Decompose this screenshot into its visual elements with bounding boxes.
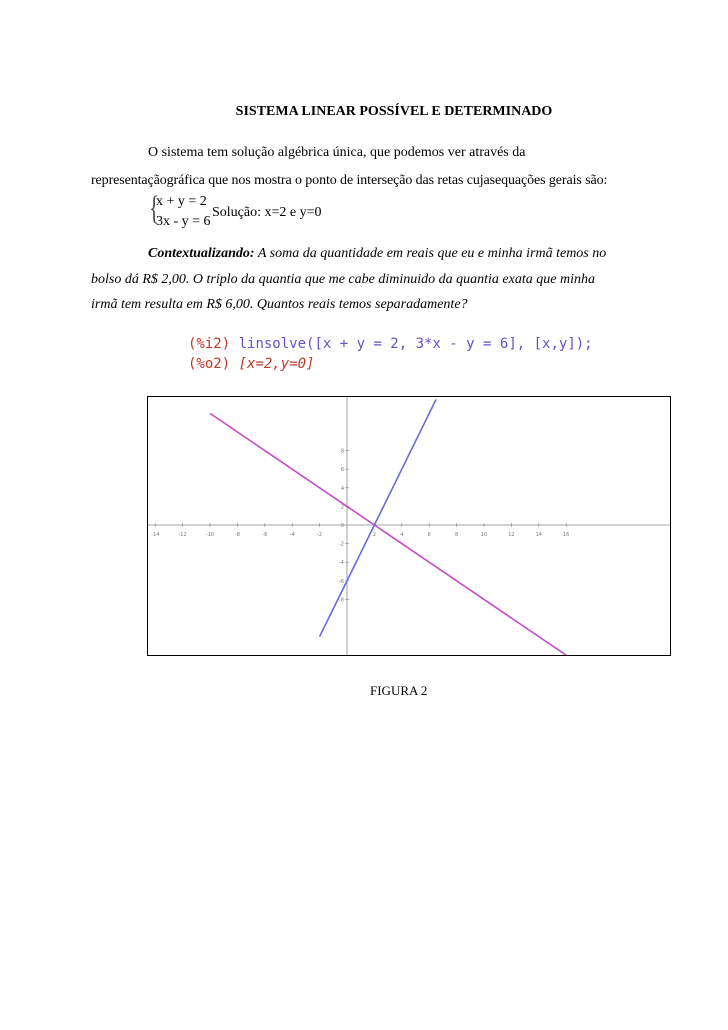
x-tick-label: -12 bbox=[178, 532, 187, 538]
context-line-3: irmã tem resulta em R$ 6,00. Quantos reais temos separadamente? bbox=[91, 297, 468, 312]
x-tick-label: 14 bbox=[535, 532, 542, 538]
context-line-2: bolso dá R$ 2,00. O triplo da quantia que me cabe diminuido da quantia exata que minha bbox=[91, 272, 595, 287]
context-text-1: A soma da quantidade em reais que eu e minha irmã temos no bbox=[254, 246, 607, 261]
x-tick-label: -8 bbox=[234, 532, 240, 538]
y-tick-label: 0 bbox=[340, 523, 344, 529]
intro-line-2: representaçãográfica que nos mostra o ponto de interseção das retas cujasequações gerais são: bbox=[91, 173, 608, 188]
x-tick-label: 4 bbox=[400, 532, 404, 538]
y-tick-label: -6 bbox=[339, 578, 344, 585]
maxima-input-command: linsolve([x + y = 2, 3*x - y = 6], [x,y]); bbox=[238, 336, 593, 352]
x-tick-label: 12 bbox=[508, 532, 515, 538]
maxima-output-label: (%o2) bbox=[188, 356, 231, 372]
x-tick-label: 10 bbox=[480, 532, 488, 538]
system-brace: { bbox=[149, 190, 160, 227]
y-tick-label: 8 bbox=[340, 448, 344, 455]
page-heading: SISTEMA LINEAR POSSÍVEL E DETERMINADO bbox=[235, 104, 553, 119]
figure-caption: FIGURA 2 bbox=[370, 683, 428, 698]
x-tick-label: 2 bbox=[372, 532, 376, 538]
y-tick-label: -2 bbox=[339, 541, 344, 548]
x-tick-label: 6 bbox=[427, 532, 431, 538]
maxima-input-label: (%i2) bbox=[188, 336, 231, 352]
x-tick-label: 8 bbox=[455, 532, 459, 538]
graph-frame bbox=[147, 396, 671, 656]
y-tick-label: 2 bbox=[340, 504, 344, 511]
x-tick-label: -6 bbox=[262, 532, 268, 538]
x-tick-label: -10 bbox=[205, 532, 215, 538]
equation-1: x + y = 2 bbox=[156, 194, 207, 209]
y-tick-label: -4 bbox=[339, 560, 344, 567]
x-tick-label: -14 bbox=[151, 532, 160, 538]
equation-2: 3x - y = 6 bbox=[156, 214, 211, 229]
intro-line-1: O sistema tem solução algébrica única, que podemos ver através da bbox=[148, 145, 526, 160]
x-tick-label: 16 bbox=[563, 532, 570, 538]
y-tick-label: -8 bbox=[339, 597, 344, 604]
line-3x-minus-y-eq-6 bbox=[320, 399, 436, 636]
y-tick-label: 6 bbox=[340, 467, 344, 474]
y-tick-label: 4 bbox=[340, 485, 344, 492]
solution-text: Solução: x=2 e y=0 bbox=[212, 205, 322, 220]
context-label: Contextualizando: bbox=[148, 246, 255, 261]
maxima-input bbox=[188, 336, 593, 352]
graph-svg bbox=[148, 397, 670, 655]
context-line-1 bbox=[148, 246, 606, 262]
x-tick-label: -4 bbox=[289, 532, 295, 538]
x-tick-label: -2 bbox=[317, 532, 323, 538]
maxima-output-value: [x=2,y=0] bbox=[238, 356, 315, 372]
maxima-output bbox=[188, 356, 314, 372]
